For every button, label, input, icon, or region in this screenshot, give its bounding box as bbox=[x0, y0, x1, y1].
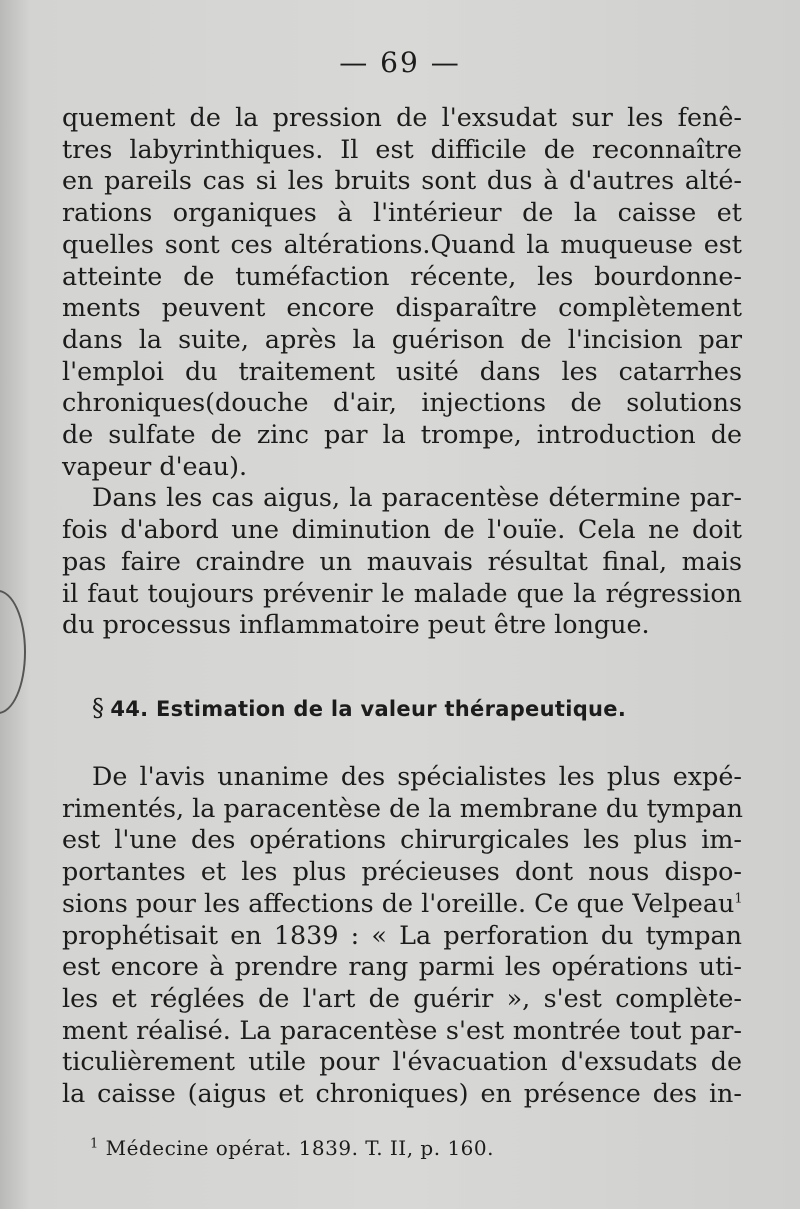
text-line: ment réalisé. La paracentèse s'est montrée tout par- bbox=[62, 1014, 742, 1045]
main-text-bottom bbox=[62, 761, 742, 1110]
section-heading-text: 44. Estimation de la valeur thérapeutique. bbox=[110, 697, 627, 721]
text-line: tres labyrinthiques. Il est difficile de reconnaître bbox=[62, 133, 742, 164]
text-line: est l'une des opérations chirurgicales les plus im- bbox=[62, 824, 742, 855]
text-line: rations organiques à l'intérieur de la caisse et bbox=[62, 197, 742, 228]
page-number: — 69 — bbox=[339, 46, 461, 79]
text-line: atteinte de tuméfaction récente, les bourdonne- bbox=[62, 260, 742, 291]
text-line: chroniques(douche d'air, injections de solutions bbox=[62, 387, 742, 418]
text-line: sions pour les affections de l'oreille. Ce que Velpeau$^1$ bbox=[62, 887, 743, 918]
footnote-text: Médecine opérat. 1839. T. II, p. 160. bbox=[105, 1136, 494, 1160]
text-line: De l'avis unanime des spécialistes les plus expé- bbox=[92, 761, 742, 791]
section-sign: § bbox=[92, 694, 105, 722]
text-line: Dans les cas aigus, la paracentèse détermine par- bbox=[92, 482, 742, 513]
text-line: dans la suite, après la guérison de l'incision par bbox=[62, 323, 742, 354]
margin-mark bbox=[0, 590, 26, 714]
text-line: il faut toujours prévenir le malade que la régression bbox=[62, 577, 742, 608]
text-line: en pareils cas si les bruits sont dus à d'autres alté- bbox=[62, 165, 742, 196]
text-line: quement de la pression de l'exsudat sur les fenê- bbox=[62, 102, 742, 132]
footnote-marker: 1 bbox=[90, 1136, 99, 1152]
text-line: de sulfate de zinc par la trompe, introduction de bbox=[62, 419, 742, 450]
text-line: ments peuvent encore disparaître complètement bbox=[62, 292, 742, 323]
main-text-top bbox=[62, 102, 742, 641]
text-line: fois d'abord une diminution de l'ouïe. Cela ne doit bbox=[62, 514, 742, 545]
text-line: du processus inflammatoire peut être longue. bbox=[62, 609, 650, 640]
footnote bbox=[90, 1136, 494, 1160]
text-line: ticulièrement utile pour l'évacuation d'exsudats de bbox=[62, 1046, 742, 1077]
text-line: portantes et les plus précieuses dont nous dispo- bbox=[62, 856, 742, 887]
text-line: la caisse (aigus et chroniques) en présence des in- bbox=[62, 1078, 742, 1109]
text-line: pas faire craindre un mauvais résultat final, mais bbox=[62, 545, 742, 576]
text-line: quelles sont ces altérations.Quand la muqueuse est bbox=[62, 228, 742, 259]
text-line: les et réglées de l'art de guérir », s'est complète- bbox=[62, 982, 742, 1013]
footnote-reference: 1 bbox=[734, 891, 743, 907]
section-heading bbox=[92, 694, 752, 722]
text-line: l'emploi du traitement usité dans les catarrhes bbox=[62, 355, 742, 386]
text-line: est encore à prendre rang parmi les opérations uti- bbox=[62, 951, 742, 982]
text-line: vapeur d'eau). bbox=[62, 450, 248, 481]
text-line: rimentés, la paracentèse de la membrane du tympan bbox=[62, 792, 743, 823]
text-line: prophétisait en 1839 : « La perforation du tympan bbox=[62, 919, 742, 950]
